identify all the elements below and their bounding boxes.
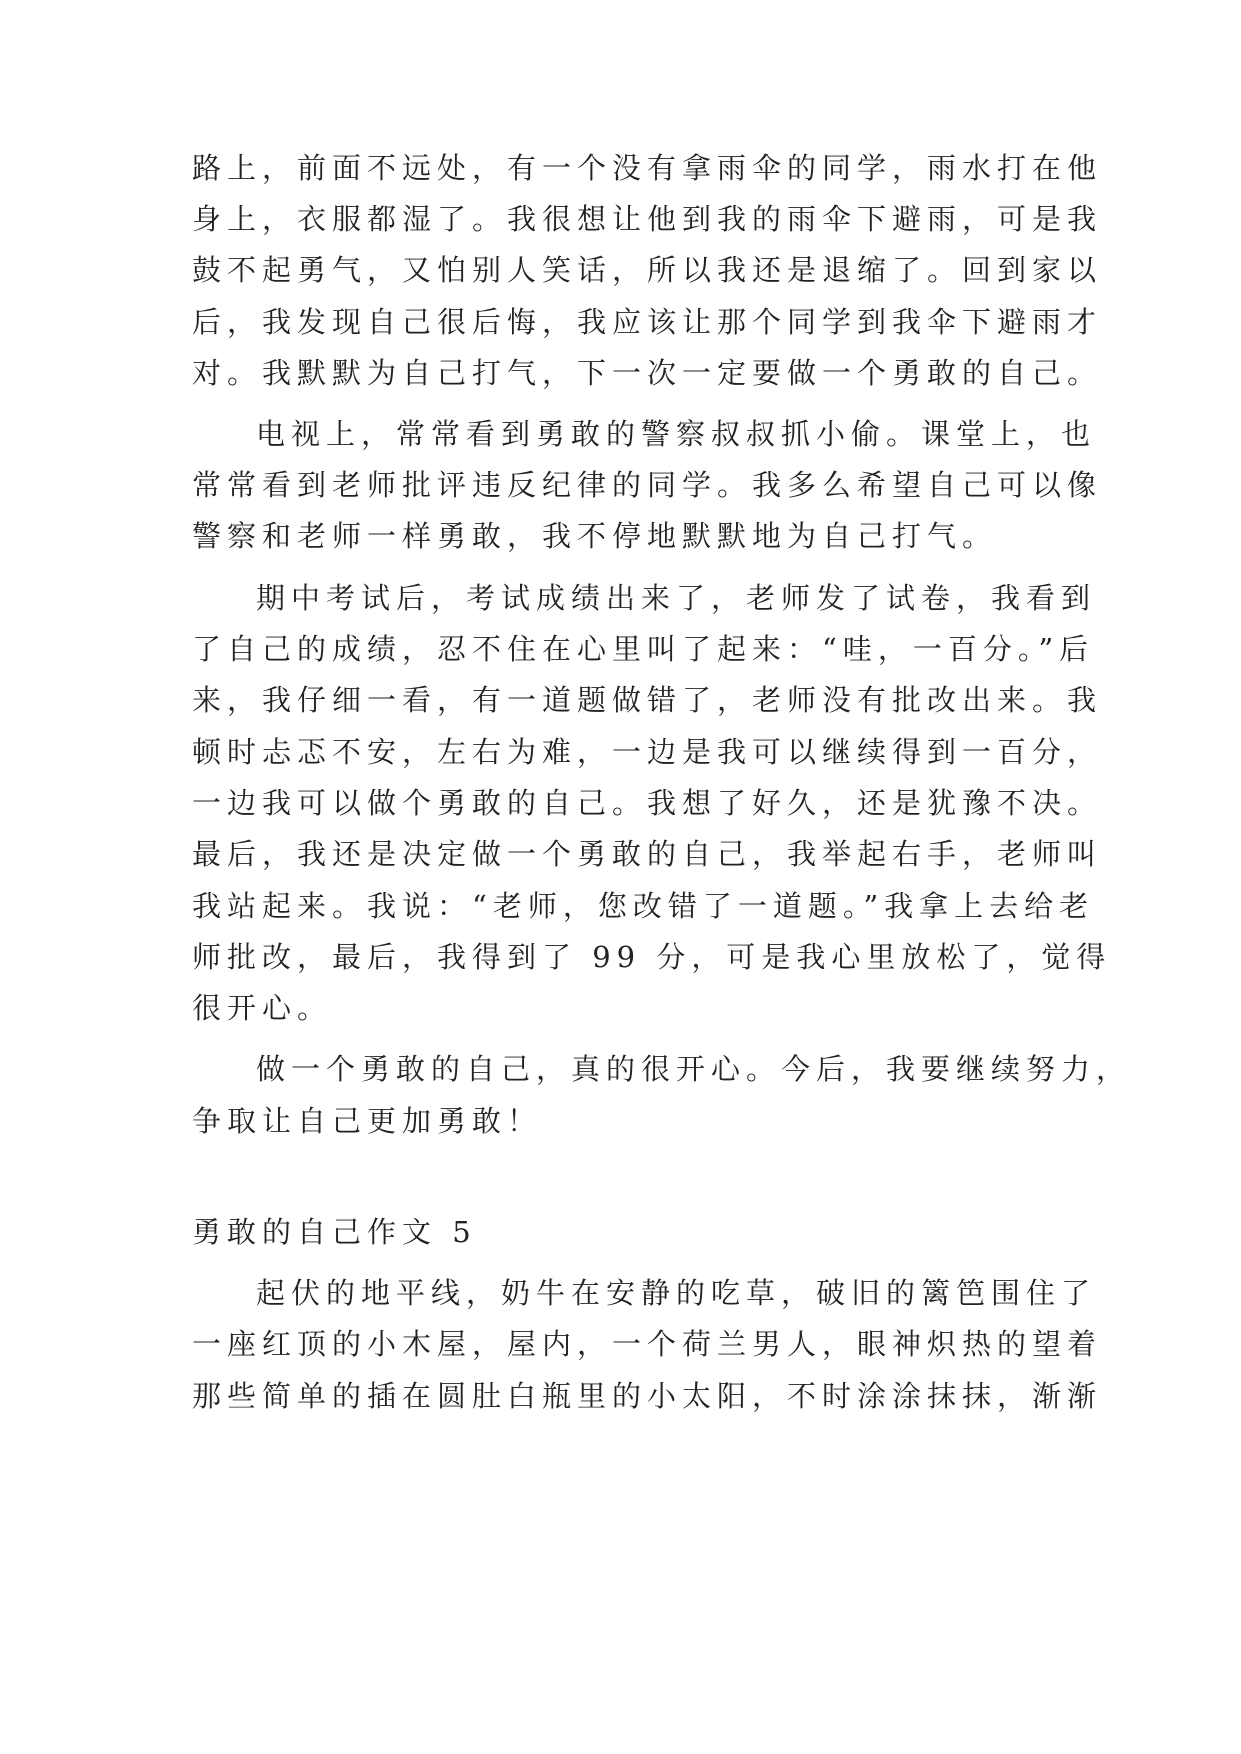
section-paragraph-line-1: 起伏的地平线，奶牛在安静的吃草，破旧的篱笆围住了 (256, 1276, 1097, 1310)
paragraph-3-line-2: 了自己的成绩，忍不住在心里叫了起来：“哇，一百分。”后 (192, 632, 1095, 666)
section-paragraph-line-3: 那些简单的插在圆肚白瓶里的小太阳，不时涂涂抹抹，渐渐 (192, 1379, 1103, 1413)
paragraph-3-line-9: 很开心。 (192, 991, 333, 1025)
paragraph-3-line-6: 最后，我还是决定做一个勇敢的自己，我举起右手，老师叫 (192, 837, 1103, 871)
paragraph-3-line-8: 师批改，最后，我得到了 99 分，可是我心里放松了，觉得 (192, 940, 1112, 974)
paragraph-2-line-1: 电视上，常常看到勇敢的警察叔叔抓小偷。课堂上，也 (256, 417, 1097, 451)
paragraph-3-line-7: 我站起来。我说：“老师，您改错了一道题。”我拿上去给老 (192, 889, 1095, 923)
paragraph-1-line-2: 身上，衣服都湿了。我很想让他到我的雨伞下避雨，可是我 (192, 202, 1103, 236)
paragraph-1-line-4: 后，我发现自己很后悔，我应该让那个同学到我伞下避雨才 (192, 305, 1103, 339)
paragraph-2-line-2: 常常看到老师批评违反纪律的同学。我多么希望自己可以像 (192, 468, 1103, 502)
paragraph-2-line-3: 警察和老师一样勇敢，我不停地默默地为自己打气。 (192, 519, 998, 553)
paragraph-3-line-4: 顿时忐忑不安，左右为难，一边是我可以继续得到一百分， (192, 735, 1103, 769)
paragraph-4-line-1: 做一个勇敢的自己，真的很开心。今后，我要继续努力， (256, 1052, 1132, 1086)
section-paragraph-line-2: 一座红顶的小木屋，屋内，一个荷兰男人，眼神炽热的望着 (192, 1327, 1103, 1361)
paragraph-1-line-1: 路上，前面不远处，有一个没有拿雨伞的同学，雨水打在他 (192, 151, 1103, 185)
paragraph-3-line-3: 来，我仔细一看，有一道题做错了，老师没有批改出来。我 (192, 683, 1103, 717)
paragraph-3-line-1: 期中考试后，考试成绩出来了，老师发了试卷，我看到 (256, 581, 1097, 615)
paragraph-1-line-5: 对。我默默为自己打气，下一次一定要做一个勇敢的自己。 (192, 356, 1103, 390)
section-heading: 勇敢的自己作文 5 (192, 1215, 477, 1249)
paragraph-1-line-3: 鼓不起勇气，又怕别人笑话，所以我还是退缩了。回到家以 (192, 253, 1103, 287)
paragraph-4-line-2: 争取让自己更加勇敢！ (192, 1104, 543, 1138)
paragraph-3-line-5: 一边我可以做个勇敢的自己。我想了好久，还是犹豫不决。 (192, 786, 1103, 820)
